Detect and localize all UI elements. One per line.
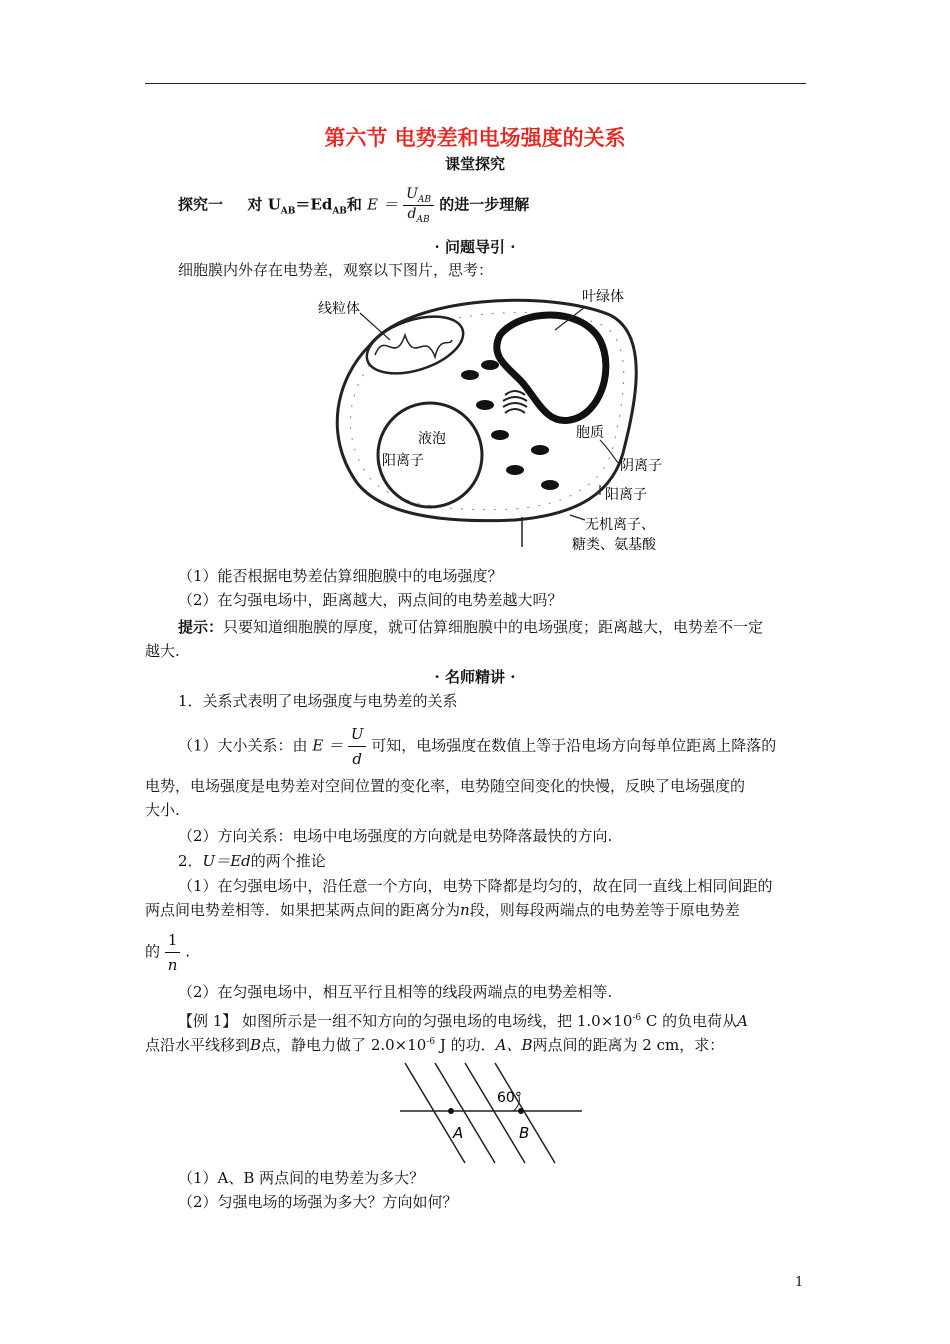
point-2-1-line-3b: . <box>185 942 191 961</box>
example-b: B <box>250 1036 262 1054</box>
example-line-2c: J 的功． <box>435 1036 496 1054</box>
organelle-7 <box>476 400 494 410</box>
guide-intro: 细胞膜内外存在电势差，观察以下图片，思考： <box>178 261 494 279</box>
example-a: A <box>737 1012 749 1030</box>
page-title: 第六节 电势差和电场强度的关系 <box>324 125 626 150</box>
point-2-eq: U＝Ed <box>202 852 251 870</box>
page-number: 1 <box>795 1275 804 1290</box>
example-exp-2: -6 <box>426 1037 436 1047</box>
example-tag: 【例 1】 <box>178 1012 238 1030</box>
example-line-2e: 两点间的距离为 2 cm，求： <box>532 1036 725 1054</box>
field-line-3 <box>465 1063 525 1163</box>
point-1-1-pre: （1）大小关系：由 <box>178 736 308 755</box>
example-line-2d: A、B <box>495 1036 533 1054</box>
organelle-5 <box>506 465 524 475</box>
section-fraction <box>403 186 434 225</box>
example-line-2a: 点沿水平线移到 <box>145 1036 251 1054</box>
point-2-1-n: n <box>460 901 470 919</box>
page-subtitle: 课堂探究 <box>444 155 505 173</box>
organelle-1 <box>461 370 479 380</box>
label-mitochondria: 线粒体 <box>318 301 360 317</box>
hint-line-2: 越大. <box>145 642 180 660</box>
label-a: A <box>453 1124 464 1142</box>
point-2-1-line-2 <box>145 898 740 922</box>
question-1: （1）能否根据电势差估算细胞膜中的电场强度？ <box>178 567 503 585</box>
point-a <box>448 1108 454 1114</box>
label-chloroplast: 叶绿体 <box>582 289 624 305</box>
point-2-1-line-2a: 两点间电势差相等．如果把某两点间的距离分为 <box>145 901 461 919</box>
point-2-1-line-3 <box>145 928 190 977</box>
header-rule <box>145 83 806 84</box>
section-eq-e: E ＝ <box>367 195 398 214</box>
section-text-c: 和 <box>346 195 362 214</box>
section-heading <box>178 186 529 225</box>
point-1-2: （2）方向关系：电场中电场强度的方向就是电势降落最快的方向. <box>178 827 613 845</box>
point-b <box>518 1108 524 1114</box>
point-1-1-den: d <box>352 750 362 768</box>
point-1-1-fraction <box>348 722 367 771</box>
point-2-1-fraction <box>165 928 181 977</box>
point-2-1-frac-den: n <box>167 956 178 974</box>
teacher-heading: · 名师精讲 · <box>434 668 516 686</box>
label-vacuole: 液泡 <box>418 431 446 447</box>
label-cation-right: 阳离子 <box>605 487 647 503</box>
label-anion: 阴离子 <box>620 458 662 474</box>
section-frac-den-sub: AB <box>416 214 430 225</box>
example-line-1b: C 的负电荷从 <box>641 1012 738 1030</box>
point-1-1-num: U <box>348 722 367 747</box>
chloroplast-shape <box>497 315 606 421</box>
example-question-2: （2）匀强电场的场强为多大？方向如何？ <box>178 1193 458 1211</box>
guide-heading: · 问题导引 · <box>434 238 516 256</box>
point-2-2: （2）在匀强电场中，相互平行且相等的线段两端点的电势差相等. <box>178 983 613 1001</box>
label-inorganic-1: 无机离子、 <box>585 517 655 533</box>
section-text-a: 对 U <box>247 195 281 214</box>
label-inorganic-2: 糖类、氨基酸 <box>572 537 656 553</box>
field-line-1 <box>405 1063 465 1163</box>
example-line-2b: 点，静电力做了 2.0×10 <box>261 1036 427 1054</box>
section-prefix: 探究一 <box>178 195 224 214</box>
organelle-2 <box>481 360 499 370</box>
point-2-post: 的两个推论 <box>250 852 326 870</box>
cell-diagram <box>300 285 680 560</box>
field-line-2 <box>435 1063 495 1163</box>
point-2-pre: 2． <box>178 852 203 870</box>
label-b: B <box>519 1124 530 1142</box>
field-line-4 <box>495 1063 555 1163</box>
example-exp-1: -6 <box>632 1013 642 1023</box>
section-sub-1: AB <box>280 206 296 217</box>
organelle-4 <box>531 445 549 455</box>
arrow-1 <box>600 440 620 465</box>
arrow-5 <box>360 313 390 340</box>
point-1-1-line-2: 电势，电场强度是电势差对空间位置的变化率，电势随空间变化的快慢，反映了电场强度的 <box>145 777 746 795</box>
hint-line-1 <box>178 615 763 639</box>
point-1-1-line-3: 大小. <box>145 801 180 819</box>
label-cytoplasm: 胞质 <box>576 425 604 441</box>
golgi-shape <box>503 391 527 413</box>
organelle-6 <box>541 480 559 490</box>
section-frac-num-sub: AB <box>417 194 432 205</box>
arrow-4 <box>570 515 585 520</box>
point-2-1-line-1: （1）在匀强电场中，沿任意一个方向，电势下降都是均匀的，故在同一直线上相同间距的 <box>178 877 773 895</box>
point-1-1-line-1 <box>178 722 776 771</box>
hint-text-1: 只要知道细胞膜的厚度，就可估算细胞膜中的电场强度；距离越大，电势差不一定 <box>223 618 764 636</box>
point-2-1-line-3a: 的 <box>145 942 161 961</box>
label-cation-left: 阳离子 <box>382 453 424 469</box>
example-line-1 <box>178 1006 748 1033</box>
section-sub-2: AB <box>332 206 347 217</box>
point-1: 1．关系式表明了电场强度与电势差的关系 <box>178 692 458 710</box>
organelle-3 <box>491 430 509 440</box>
point-1-1-post: 可知，电场强度在数值上等于沿电场方向每单位距离上降落的 <box>371 736 777 755</box>
field-lines-figure <box>395 1058 590 1168</box>
point-1-1-eq: E ＝ <box>312 736 344 755</box>
section-suffix: 的进一步理解 <box>439 195 530 214</box>
example-line-1a: 如图所示是一组不知方向的匀强电场的电场线，把 1.0×10 <box>242 1012 633 1030</box>
section-frac-den: d <box>407 205 417 222</box>
hint-label: 提示： <box>178 618 224 636</box>
angle-label: 60° <box>497 1090 522 1106</box>
point-2-1-frac-num: 1 <box>165 928 181 953</box>
question-2: （2）在匀强电场中，距离越大，两点间的电势差越大吗？ <box>178 591 563 609</box>
example-line-2 <box>145 1030 724 1057</box>
section-frac-num: U <box>406 186 418 202</box>
point-2 <box>178 849 326 873</box>
section-text-b: ＝Ed <box>295 195 333 214</box>
example-question-1: （1）A、B 两点间的电势差为多大？ <box>178 1169 425 1187</box>
point-2-1-line-2b: 段，则每段两端点的电势差等于原电势差 <box>469 901 740 919</box>
